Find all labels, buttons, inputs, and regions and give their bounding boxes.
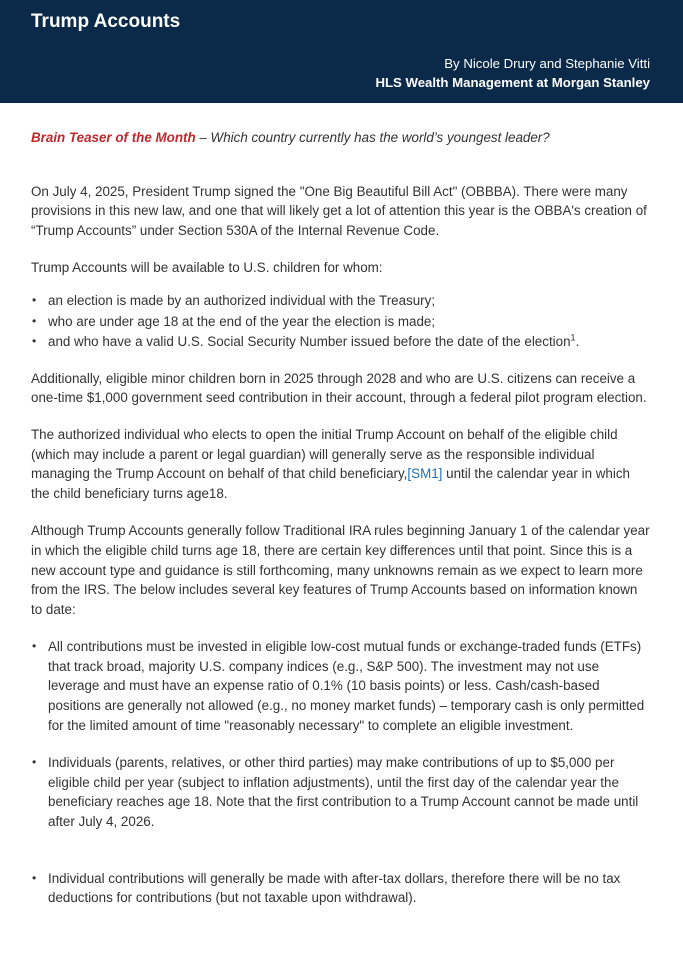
bullet-icon: • [32, 334, 37, 349]
bullet-icon: • [32, 313, 37, 328]
responsible-individual-paragraph: The authorized individual who elects to open the initial Trump Account on behalf of the eligible child (which may include a parent or legal guardian) will generally serve as the responsible individual managing the Trump Account on behalf of that child beneficiary,[SM1] until the calendar year in which the child beneficiary turns age18. [31, 426, 630, 501]
bullet-icon: • [32, 292, 37, 307]
eligibility-list [31, 291, 652, 352]
bullet-icon: • [32, 639, 37, 654]
page-title: Trump Accounts [31, 11, 181, 32]
bullet-icon: • [32, 755, 37, 770]
brain-teaser-question: – Which country currently has the world’s youngest leader? [195, 130, 550, 145]
eligibility-intro: Trump Accounts will be available to U.S. children for whom: [31, 260, 383, 276]
authors: By Nicole Drury and Stephanie Vitti [444, 56, 650, 71]
key-features-intro: Although Trump Accounts generally follow Traditional IRA rules beginning January 1 of the calendar year in which the eligible child turns age 18, there are certain key differences until that point. Since this is a new account type and guidance is still forthcoming, many unknowns remain as we expect to learn more from the IRS. The below includes several key features of Trump Accounts based on information known to date: [31, 523, 650, 617]
article-body [0, 128, 683, 908]
newsletter-header [0, 0, 683, 103]
seed-contribution-paragraph: Additionally, eligible minor children born in 2025 through 2028 and who are U.S. citizens can receive a one-time $1,000 government seed contribution in their account, through a federal pilot program election. [31, 370, 647, 406]
bullet-icon: • [32, 870, 37, 885]
list-item: • Individual contributions will generally be made with after-tax dollars, therefore there will be no tax deductions for contributions (but not taxable upon withdrawal). [32, 870, 621, 906]
comment-reference-link[interactable]: [SM1] [407, 466, 443, 482]
key-features-list [31, 637, 652, 908]
brain-teaser-label: Brain Teaser of the Month [31, 130, 196, 145]
intro-paragraph: On July 4, 2025, President Trump signed the "One Big Beautiful Bill Act" (OBBBA). There were many provisions in this new law, and one that will likely get a lot of attention this year is the OBBA's creation of “Trump Accounts” under Section 530A of the Internal Revenue Code. [31, 183, 647, 238]
firm-name: HLS Wealth Management at Morgan Stanley [375, 75, 650, 90]
list-item: • and who have a valid U.S. Social Security Number issued before the date of the election$^1$. [31, 332, 652, 352]
brain-teaser [31, 128, 652, 148]
list-item: • who are under age 18 at the end of the year the election is made; [31, 312, 652, 332]
list-item: • All contributions must be invested in eligible low-cost mutual funds or exchange-traded funds (ETFs) that track broad, majority U.S. company indices (e.g., S&P 500). The investment may not use leverage and must have an expense ratio of 0.1% (10 basis points) or less. Cash/cash-based positions are generally not allowed (e.g., no money market funds) – temporary cash is only permitted for the limited amount of time "reasonably necessary" to complete an eligible investment. [32, 639, 645, 733]
footnote-marker[interactable]: 1 [570, 332, 576, 343]
list-item: • Individuals (parents, relatives, or other third parties) may make contributions of up to $5,000 per eligible child per year (subject to inflation adjustments), until the first day of the calendar year the beneficiary reaches age 18. Note that the first contribution to a Trump Account cannot be made until after July 4, 2026. [32, 755, 639, 830]
list-item: • an election is made by an authorized individual with the Treasury; [31, 291, 652, 311]
byline [375, 54, 650, 92]
